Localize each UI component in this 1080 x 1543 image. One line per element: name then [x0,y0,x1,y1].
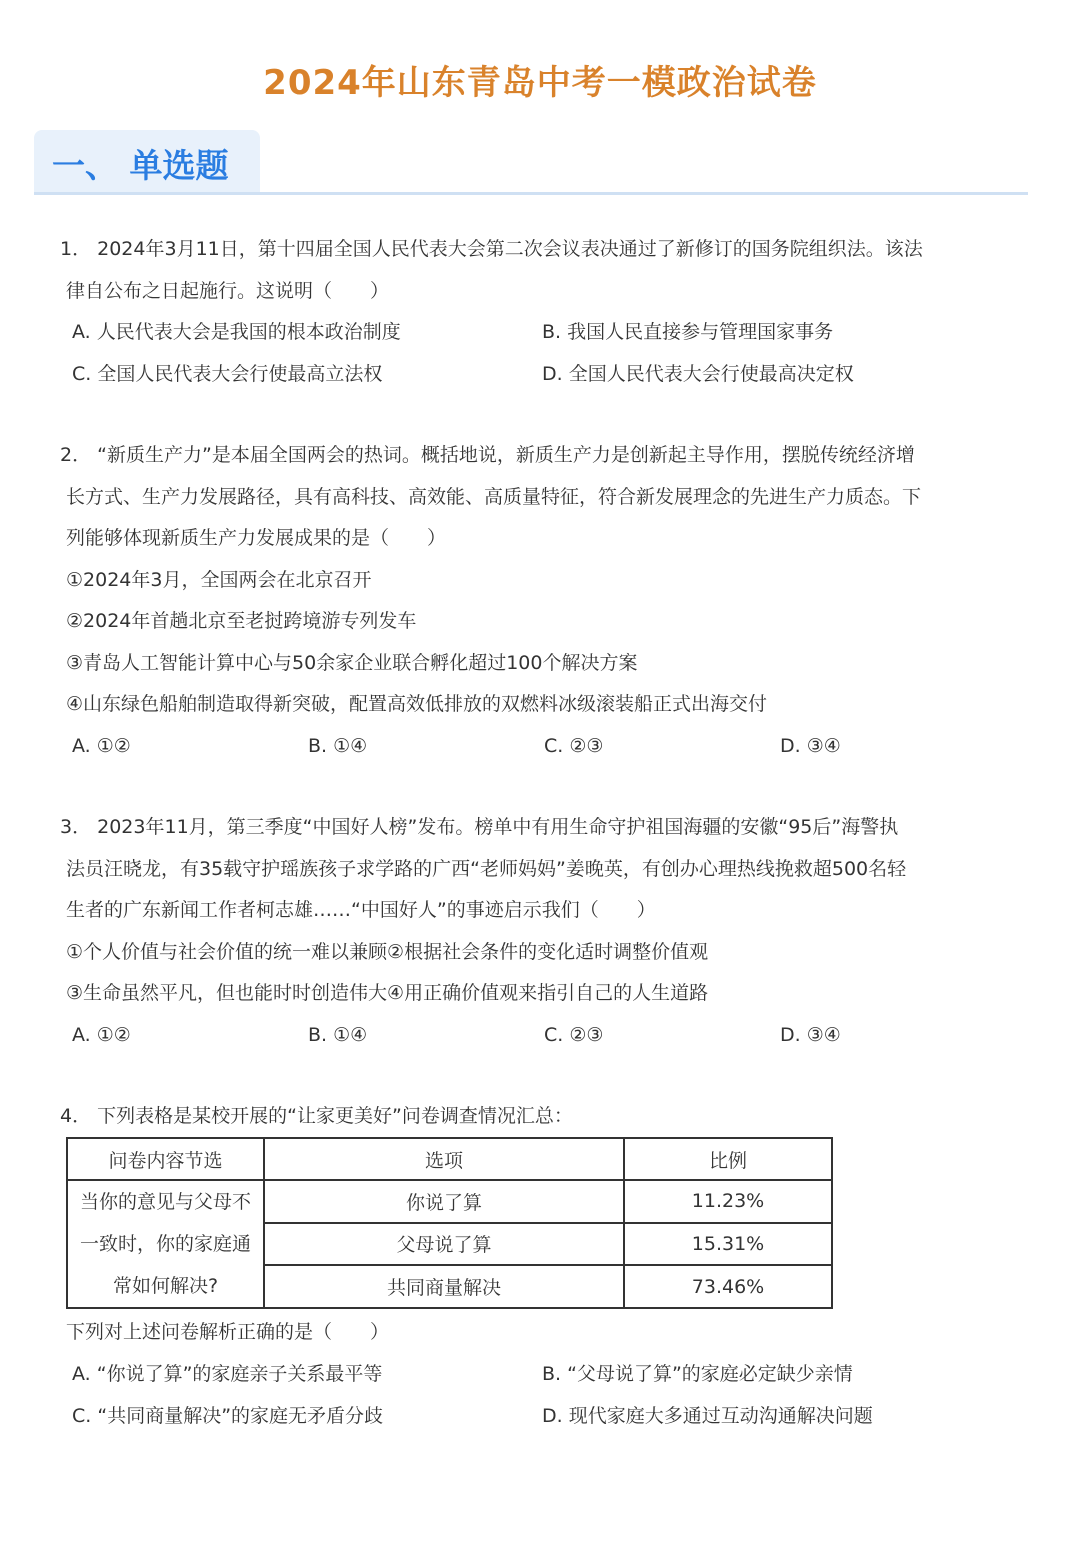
option-cell: 父母说了算 [264,1223,624,1266]
option-b[interactable]: B. “父母说了算”的家庭必定缺少亲情 [542,1362,853,1385]
ratio-cell: 11.23% [624,1180,832,1223]
survey-question-line: 一致时，你的家庭通 [79,1233,251,1255]
statement-3: ③青岛人工智能计算中心与50余家企业联合孵化超过100个解决方案 [66,651,638,674]
option-c[interactable]: C. “共同商量解决”的家庭无矛盾分歧 [72,1404,384,1427]
options-row [60,354,1020,396]
table-row [67,1180,832,1223]
ratio-cell: 73.46% [624,1265,832,1308]
option-a[interactable]: A. 人民代表大会是我国的根本政治制度 [72,321,401,343]
option-d[interactable]: D. 现代家庭大多通过互动沟通解决问题 [542,1404,873,1427]
survey-question-line: 当你的意见与父母不 [79,1191,251,1213]
question-text-line: 生者的广东新闻工作者柯志雄……“中国好人”的事迹启示我们（ ） [66,899,656,921]
option-c[interactable]: C. ②③ [544,1023,604,1046]
option-b[interactable]: B. ①④ [308,734,368,757]
section-tab [34,130,260,192]
question-3 [60,807,1020,1057]
question-text-line: 下列对上述问卷解析正确的是（ ） [66,1321,390,1343]
survey-question-cell [67,1180,264,1308]
options-row [60,1354,1020,1396]
statement-line: ③生命虽然平凡，但也能时时创造伟大④用正确价值观来指引自己的人生道路 [66,982,709,1004]
options-row [60,1396,1020,1438]
option-cell: 共同商量解决 [264,1265,624,1308]
question-1 [60,229,1020,396]
option-b[interactable]: B. 我国人民直接参与管理国家事务 [542,321,834,343]
section-header [34,130,1028,195]
statement-1: ①2024年3月，全国两会在北京召开 [66,568,372,591]
question-text-line: 律自公布之日起施行。这说明（ ） [66,279,390,302]
question-text-line: 长方式、生产力发展路径，具有高科技、高效能、高质量特征，符合新发展理念的先进生产力质态。下 [66,485,922,508]
question-text-line: 2． “新质生产力”是本届全国两会的热词。概括地说，新质生产力是创新起主导作用，摆脱传统经济增 [60,444,915,466]
section-title: 一、 单选题 [52,146,229,185]
option-c[interactable]: C. ②③ [544,734,604,757]
question-text-line: 列能够体现新质生产力发展成果的是（ ） [66,527,447,549]
question-text-line: 4． 下列表格是某校开展的“让家更美好”问卷调查情况汇总： [60,1105,573,1127]
table-header-row [67,1138,832,1180]
statement-line: ①个人价值与社会价值的统一难以兼顾②根据社会条件的变化适时调整价值观 [66,940,709,963]
option-b[interactable]: B. ①④ [308,1023,368,1046]
option-cell: 你说了算 [264,1180,624,1223]
options-row [60,1015,1020,1057]
option-d[interactable]: D. ③④ [780,1023,841,1046]
ratio-cell: 15.31% [624,1223,832,1266]
statement-4: ④山东绿色船舶制造取得新突破，配置高效低排放的双燃料冰级滚装船正式出海交付 [66,693,768,715]
option-d[interactable]: D. 全国人民代表大会行使最高决定权 [542,363,854,385]
option-c[interactable]: C. 全国人民代表大会行使最高立法权 [72,363,383,385]
question-4 [60,1096,1020,1138]
question-2 [60,435,1020,768]
table-header: 比例 [624,1138,832,1180]
survey-table [66,1137,833,1309]
table-header: 问卷内容节选 [67,1138,264,1180]
question-text-line: 1． 2024年3月11日，第十四届全国人民代表大会第二次会议表决通过了新修订的国务院组织法。该法 [60,238,923,260]
option-a[interactable]: A. ①② [72,1023,131,1046]
document-title: 2024年山东青岛中考一模政治试卷 [263,63,817,103]
option-a[interactable]: A. “你说了算”的家庭亲子关系最平等 [72,1362,383,1385]
question-text-line: 法员汪晓龙，有35载守护瑶族孩子求学路的广西“老师妈妈”姜晚英，有创办心理热线挽救超500名轻 [66,857,907,880]
question-text-line: 3． 2023年11月，第三季度“中国好人榜”发布。榜单中有用生命守护祖国海疆的安徽“95后”海警执 [60,816,899,838]
option-a[interactable]: A. ①② [72,734,131,757]
statement-2: ②2024年首趟北京至老挝跨境游专列发车 [66,610,417,632]
option-d[interactable]: D. ③④ [780,734,841,757]
question-4-followup [60,1312,1020,1438]
table-header: 选项 [264,1138,624,1180]
options-row [60,726,1020,768]
survey-question-line: 常如何解决? [112,1275,219,1297]
options-row [60,312,1020,354]
